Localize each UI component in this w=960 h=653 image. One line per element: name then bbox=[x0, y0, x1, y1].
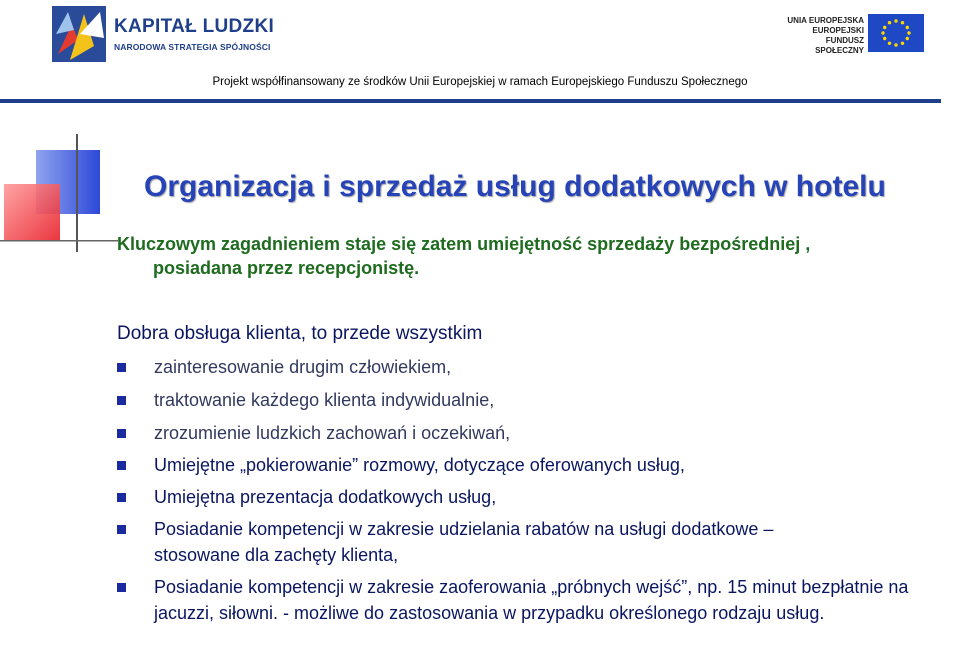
eu-logo-line: FUNDUSZ SPOŁECZNY bbox=[815, 36, 864, 55]
list-item-text: Umiejętne „pokierowanie” rozmowy, dotyczące oferowanych usług, bbox=[154, 455, 685, 475]
list-item-text: zainteresowanie drugim człowiekiem, bbox=[154, 357, 452, 377]
header-divider bbox=[0, 99, 941, 103]
square-bullet-icon bbox=[117, 461, 126, 470]
square-bullet-icon bbox=[117, 363, 126, 372]
eu-logo-line: EUROPEJSKI bbox=[812, 26, 864, 35]
list-item-text: zrozumienie ludzkich zachowań i oczekiwań, bbox=[154, 423, 511, 443]
eu-logo-line: UNIA EUROPEJSKA bbox=[787, 16, 864, 25]
kapital-ludzki-subtitle: NARODOWA STRATEGIA SPÓJNOŚCI bbox=[114, 42, 271, 52]
decorative-squares bbox=[0, 120, 120, 260]
kapital-ludzki-title: KAPITAŁ LUDZKI bbox=[114, 16, 275, 37]
intro-text bbox=[117, 232, 877, 280]
list-item-text: Posiadanie kompetencji w zakresie udzielania rabatów na usługi dodatkowe – stosowane dla zachęty klienta, bbox=[154, 519, 774, 565]
eu-fund-logo-text bbox=[782, 16, 864, 56]
square-bullet-icon bbox=[117, 429, 126, 438]
eu-flag-icon bbox=[868, 14, 924, 52]
square-bullet-icon bbox=[117, 583, 126, 592]
list-item-text: Umiejętna prezentacja dodatkowych usług, bbox=[154, 487, 497, 507]
square-bullet-icon bbox=[117, 493, 126, 502]
eu-fund-logo bbox=[778, 14, 928, 54]
lead-text: Dobra obsługa klienta, to przede wszystkim bbox=[117, 323, 483, 344]
list-item-text: traktowanie każdego klienta indywidualnie, bbox=[154, 390, 495, 410]
cofinancing-note: Projekt współfinansowany ze środków Unii Europejskiej w ramach Europejskiego Funduszu Społecznego bbox=[212, 76, 748, 88]
intro-line-1: Kluczowym zagadnieniem staje się zatem umiejętność sprzedaży bezpośredniej , bbox=[117, 234, 811, 254]
kapital-ludzki-logo bbox=[50, 4, 275, 64]
square-bullet-icon bbox=[117, 525, 126, 534]
list-item-text: Posiadanie kompetencji w zakresie zaoferowania „próbnych wejść”, np. 15 minut bezpłatnie na jacuzzi, siłowni. - możliwe do zastosowania w przypadku określonego rodzaju usług. bbox=[154, 577, 909, 623]
square-bullet-icon bbox=[117, 396, 126, 405]
intro-line-2: posiadana przez recepcjonistę. bbox=[153, 258, 420, 278]
slide-title: Organizacja i sprzedaż usług dodatkowych w hotelu bbox=[144, 170, 886, 203]
kapital-ludzki-emblem-icon bbox=[50, 4, 112, 64]
